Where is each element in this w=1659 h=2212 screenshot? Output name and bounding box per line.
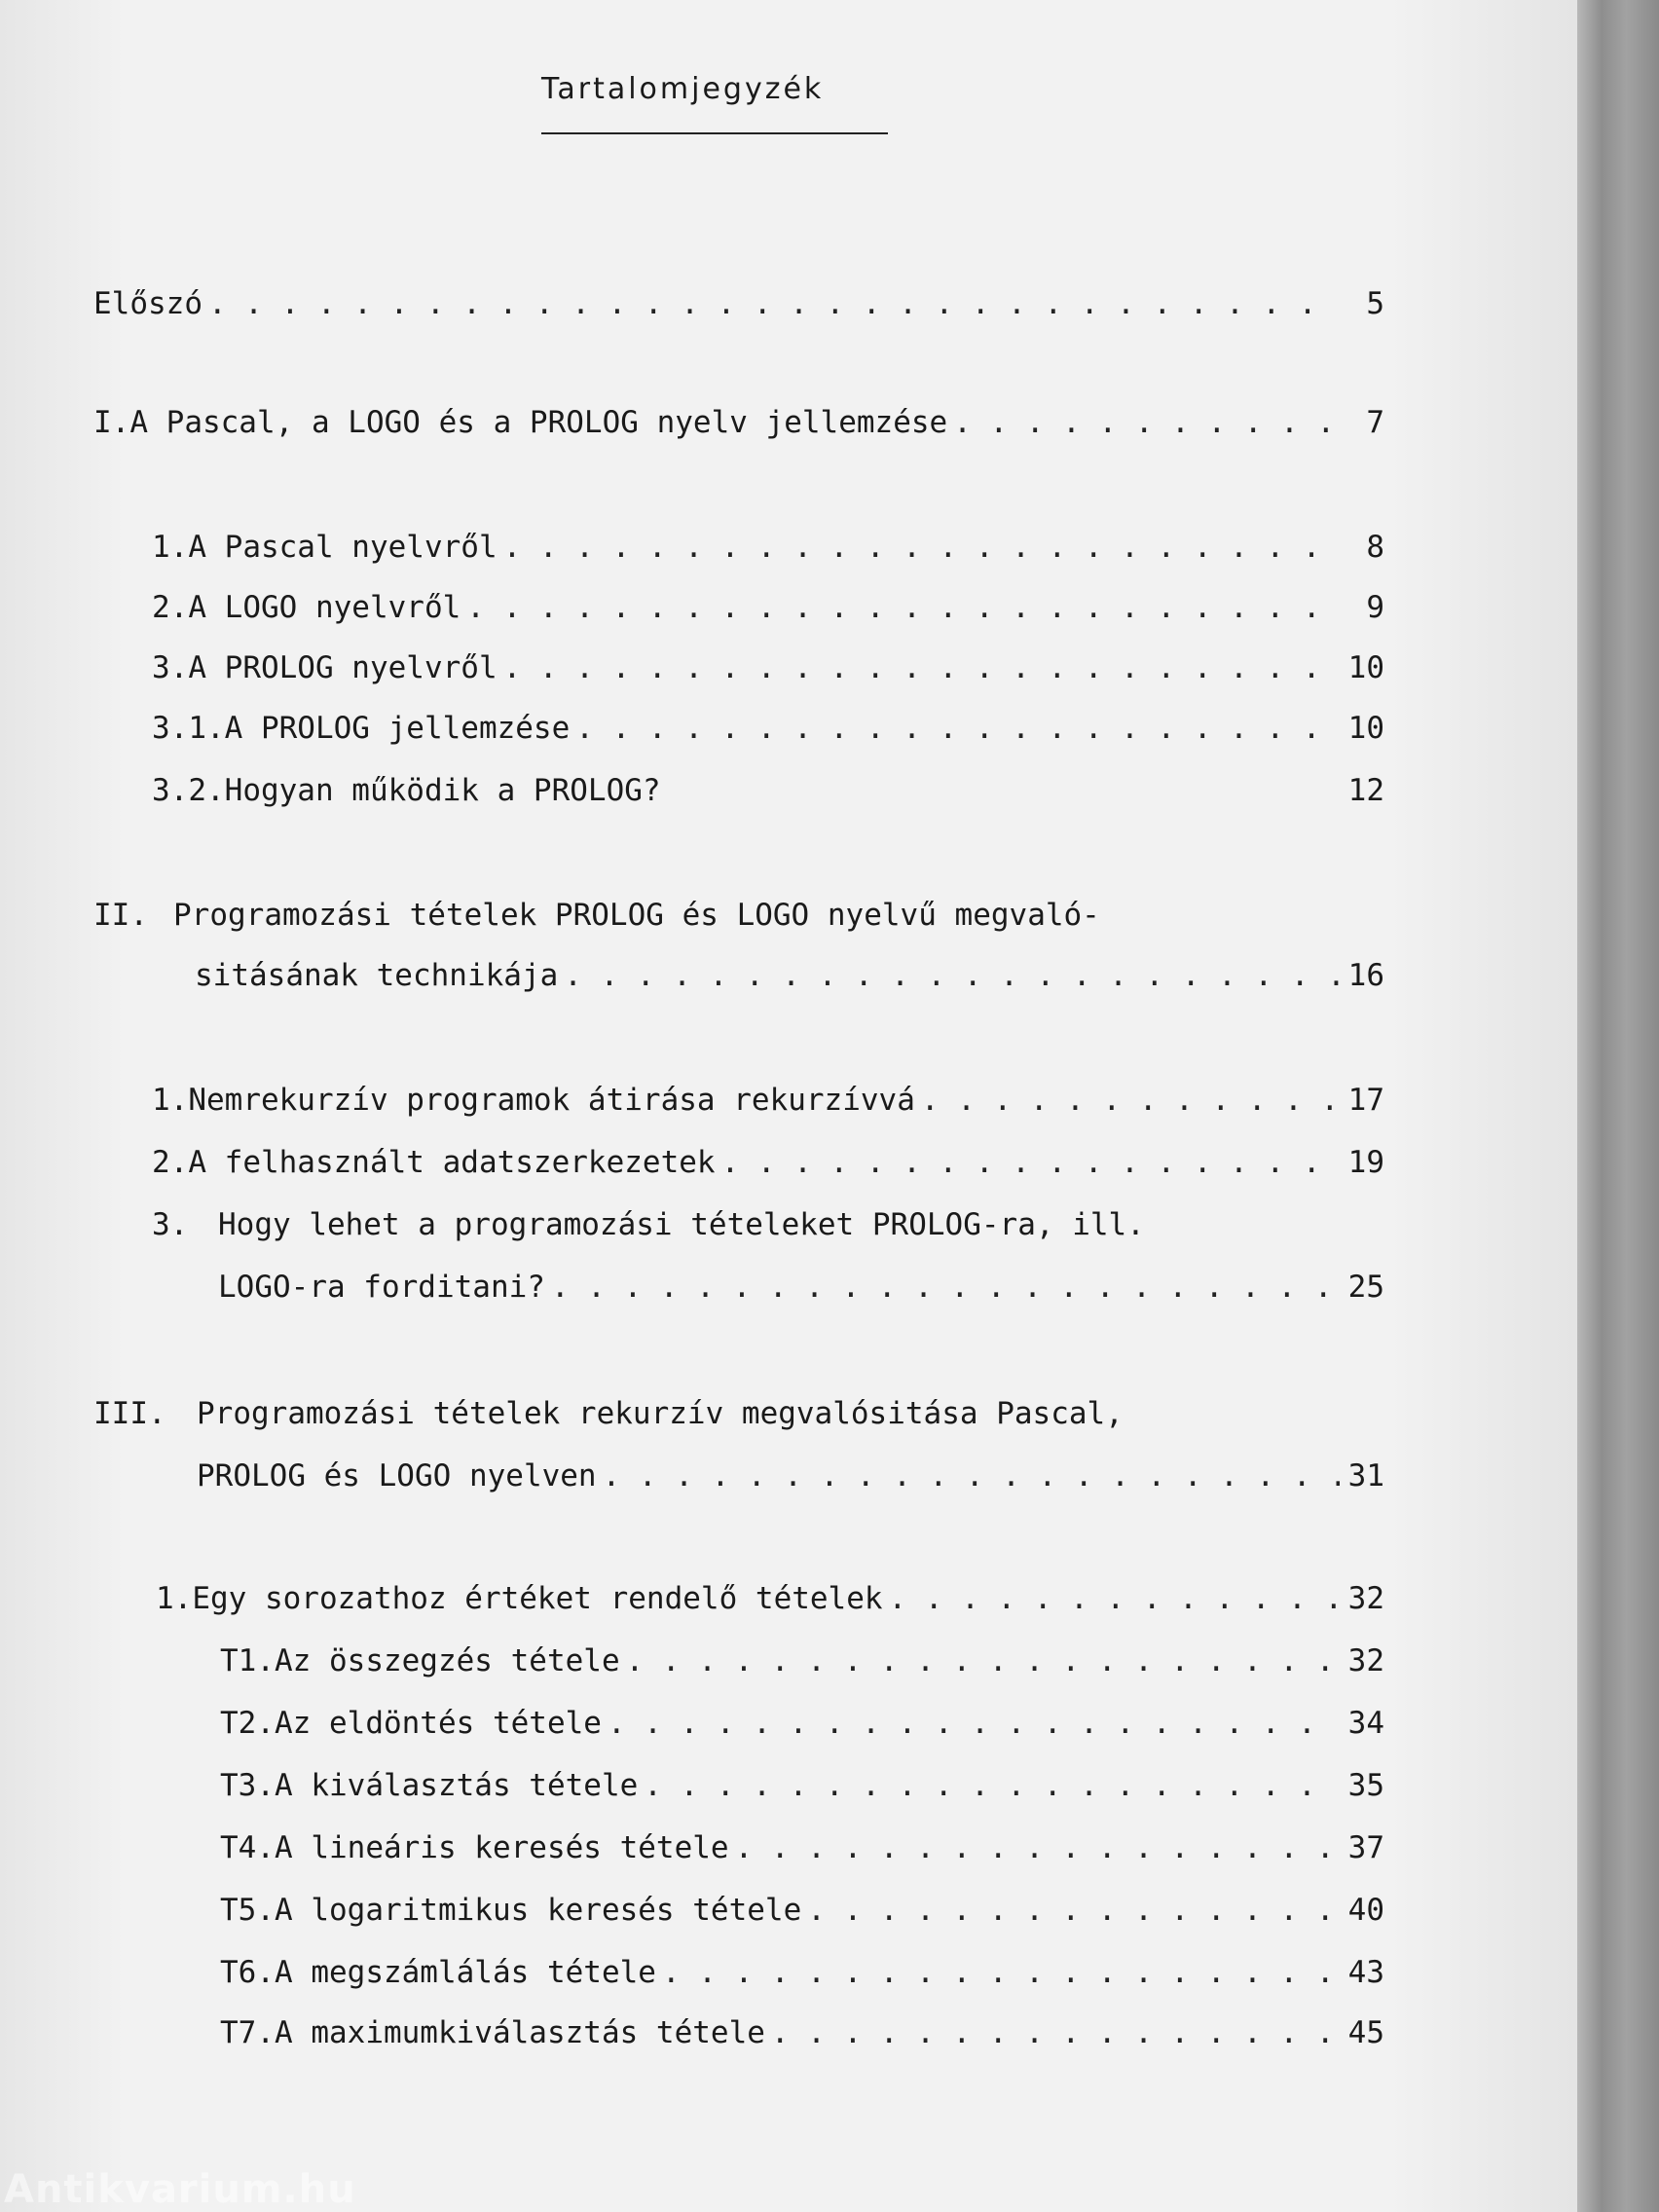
toc-entry xyxy=(152,588,1384,627)
toc-subentry xyxy=(220,1641,1384,1680)
toc-entry-title-line2: sitásának technikája xyxy=(195,958,559,993)
toc-subentry-number: T1. xyxy=(220,1643,275,1678)
dot-leader xyxy=(564,956,1340,995)
toc-page-number: 17 xyxy=(1347,1083,1384,1118)
toc-page-number: 32 xyxy=(1347,1643,1384,1678)
toc-page-number: 25 xyxy=(1347,1270,1384,1305)
toc-entry-title: Nemrekurzív programok átirása rekurzívvá xyxy=(188,1083,915,1118)
toc-page-number: 43 xyxy=(1347,1955,1384,1990)
toc-entry-title-line1: Programozási tételek rekurzív megvalósitása Pascal, xyxy=(197,1396,1124,1431)
dot-leader xyxy=(807,1891,1340,1930)
toc-page-number: 16 xyxy=(1347,958,1384,993)
toc-entry xyxy=(152,648,1384,687)
toc-entry-number: 3. xyxy=(152,650,189,685)
toc-entry xyxy=(152,709,1384,748)
toc-page-number: 37 xyxy=(1347,1830,1384,1865)
toc-subentry xyxy=(220,1953,1384,1992)
toc-page-number: 45 xyxy=(1347,2015,1384,2050)
dot-leader xyxy=(662,1953,1340,1992)
toc-entry-title: A logaritmikus keresés tétele xyxy=(275,1893,802,1928)
toc-entry xyxy=(152,528,1384,567)
toc-subentry-number: T6. xyxy=(220,1955,275,1990)
toc-entry-number: 3.2. xyxy=(152,773,225,808)
toc-entry-title: A lineáris keresés tétele xyxy=(275,1830,729,1865)
toc-entry-title: A PROLOG nyelvről xyxy=(188,650,498,685)
toc-entry-title: Az összegzés tétele xyxy=(275,1643,620,1678)
toc-page-number: 32 xyxy=(1347,1581,1384,1616)
toc-entry-title-line2: PROLOG és LOGO nyelven xyxy=(197,1458,597,1493)
toc-entry-title: A felhasznált adatszerkezetek xyxy=(188,1145,716,1180)
dot-leader xyxy=(644,1766,1340,1805)
dot-leader xyxy=(626,1641,1340,1680)
toc-entry-number: 2. xyxy=(152,590,189,625)
toc-entry-number: 1. xyxy=(152,1083,189,1118)
dot-leader xyxy=(921,1081,1340,1120)
toc-subentry xyxy=(220,1828,1384,1867)
book-page-edge xyxy=(1577,0,1659,2212)
toc-entry-title: A PROLOG jellemzése xyxy=(224,711,571,746)
toc-entry-title: A LOGO nyelvről xyxy=(188,590,461,625)
toc-subentry-number: T5. xyxy=(220,1893,275,1928)
dot-leader xyxy=(721,1143,1340,1182)
toc-entry-title: A megszámlálás tétele xyxy=(275,1955,656,1990)
toc-entry-eloszo xyxy=(93,284,1384,323)
toc-subentry xyxy=(220,1704,1384,1743)
toc-page-number: 31 xyxy=(1347,1458,1384,1493)
dot-leader xyxy=(575,709,1340,748)
toc-subentry xyxy=(220,1766,1384,1805)
toc-subentry-number: T4. xyxy=(220,1830,275,1865)
toc-entry-title: Hogyan működik a PROLOG? xyxy=(224,773,661,808)
toc-entry-title-line2: LOGO-ra forditani? xyxy=(218,1270,545,1305)
toc-subentry-number: T2. xyxy=(220,1706,275,1741)
toc-chapter-2-continued xyxy=(195,956,1384,995)
toc-entry-title-line1: Hogy lehet a programozási tételeket PROLOG-ra, ill. xyxy=(218,1207,1145,1242)
toc-chapter-1 xyxy=(93,403,1384,442)
toc-page-number: 8 xyxy=(1366,530,1384,565)
dot-leader xyxy=(208,284,1340,323)
dot-leader xyxy=(603,1456,1340,1495)
toc-chapter-number: II. xyxy=(93,898,148,933)
toc-page-number: 7 xyxy=(1366,405,1384,440)
toc-entry-number: 2. xyxy=(152,1145,189,1180)
toc-chapter-2 xyxy=(93,896,1384,935)
dot-leader xyxy=(503,528,1340,567)
toc-entry-title: A Pascal, a LOGO és a PROLOG nyelv jellemzése xyxy=(129,405,948,440)
dot-leader xyxy=(889,1579,1340,1618)
toc-entry xyxy=(152,771,1384,810)
dot-leader xyxy=(953,403,1340,442)
toc-chapter-3-continued xyxy=(197,1456,1384,1495)
toc-entry xyxy=(152,1143,1384,1182)
toc-chapter-3 xyxy=(93,1394,1384,1433)
toc-page-number: 19 xyxy=(1347,1145,1384,1180)
toc-page-number: 10 xyxy=(1347,711,1384,746)
toc-page-number: 10 xyxy=(1347,650,1384,685)
page-title: Tartalomjegyzék xyxy=(541,72,825,106)
toc-entry-title: Az eldöntés tétele xyxy=(275,1706,602,1741)
dot-leader xyxy=(503,648,1340,687)
toc-entry-title-line1: Programozási tételek PROLOG és LOGO nyelvű megvaló- xyxy=(173,898,1100,933)
dot-leader xyxy=(735,1828,1340,1867)
toc-entry xyxy=(152,1081,1384,1120)
toc-page-number: 35 xyxy=(1347,1768,1384,1803)
toc-entry xyxy=(156,1579,1384,1618)
dot-leader xyxy=(551,1268,1340,1307)
toc-chapter-number: III. xyxy=(93,1396,166,1431)
toc-page-number: 5 xyxy=(1366,286,1384,321)
toc-entry-title: Egy sorozathoz értéket rendelő tételek xyxy=(192,1581,883,1616)
toc-page-number: 9 xyxy=(1366,590,1384,625)
toc-entry-number: 3. xyxy=(152,1207,189,1242)
toc-subentry xyxy=(220,1891,1384,1930)
toc-page-number: 12 xyxy=(1347,773,1384,808)
toc-subentry-number: T3. xyxy=(220,1768,275,1803)
dot-leader xyxy=(466,588,1340,627)
toc-subentry-number: T7. xyxy=(220,2015,275,2050)
toc-entry xyxy=(152,1205,1384,1244)
toc-entry-continued xyxy=(218,1268,1384,1307)
dot-leader xyxy=(608,1704,1340,1743)
toc-entry-title: A kiválasztás tétele xyxy=(275,1768,639,1803)
toc-subentry xyxy=(220,2013,1384,2052)
toc-entry-number: 1. xyxy=(156,1581,193,1616)
toc-chapter-number: I. xyxy=(93,405,130,440)
title-underline xyxy=(541,132,888,134)
toc-page-number: 34 xyxy=(1347,1706,1384,1741)
toc-entry-number: 1. xyxy=(152,530,189,565)
watermark-text: Antikvarium.hu xyxy=(4,2167,356,2212)
toc-entry-title: Előszó xyxy=(93,286,203,321)
toc-entry-title: A Pascal nyelvről xyxy=(188,530,498,565)
toc-entry-number: 3.1. xyxy=(152,711,225,746)
dot-leader xyxy=(771,2013,1340,2052)
toc-page-number: 40 xyxy=(1347,1893,1384,1928)
toc-entry-title: A maximumkiválasztás tétele xyxy=(275,2015,765,2050)
